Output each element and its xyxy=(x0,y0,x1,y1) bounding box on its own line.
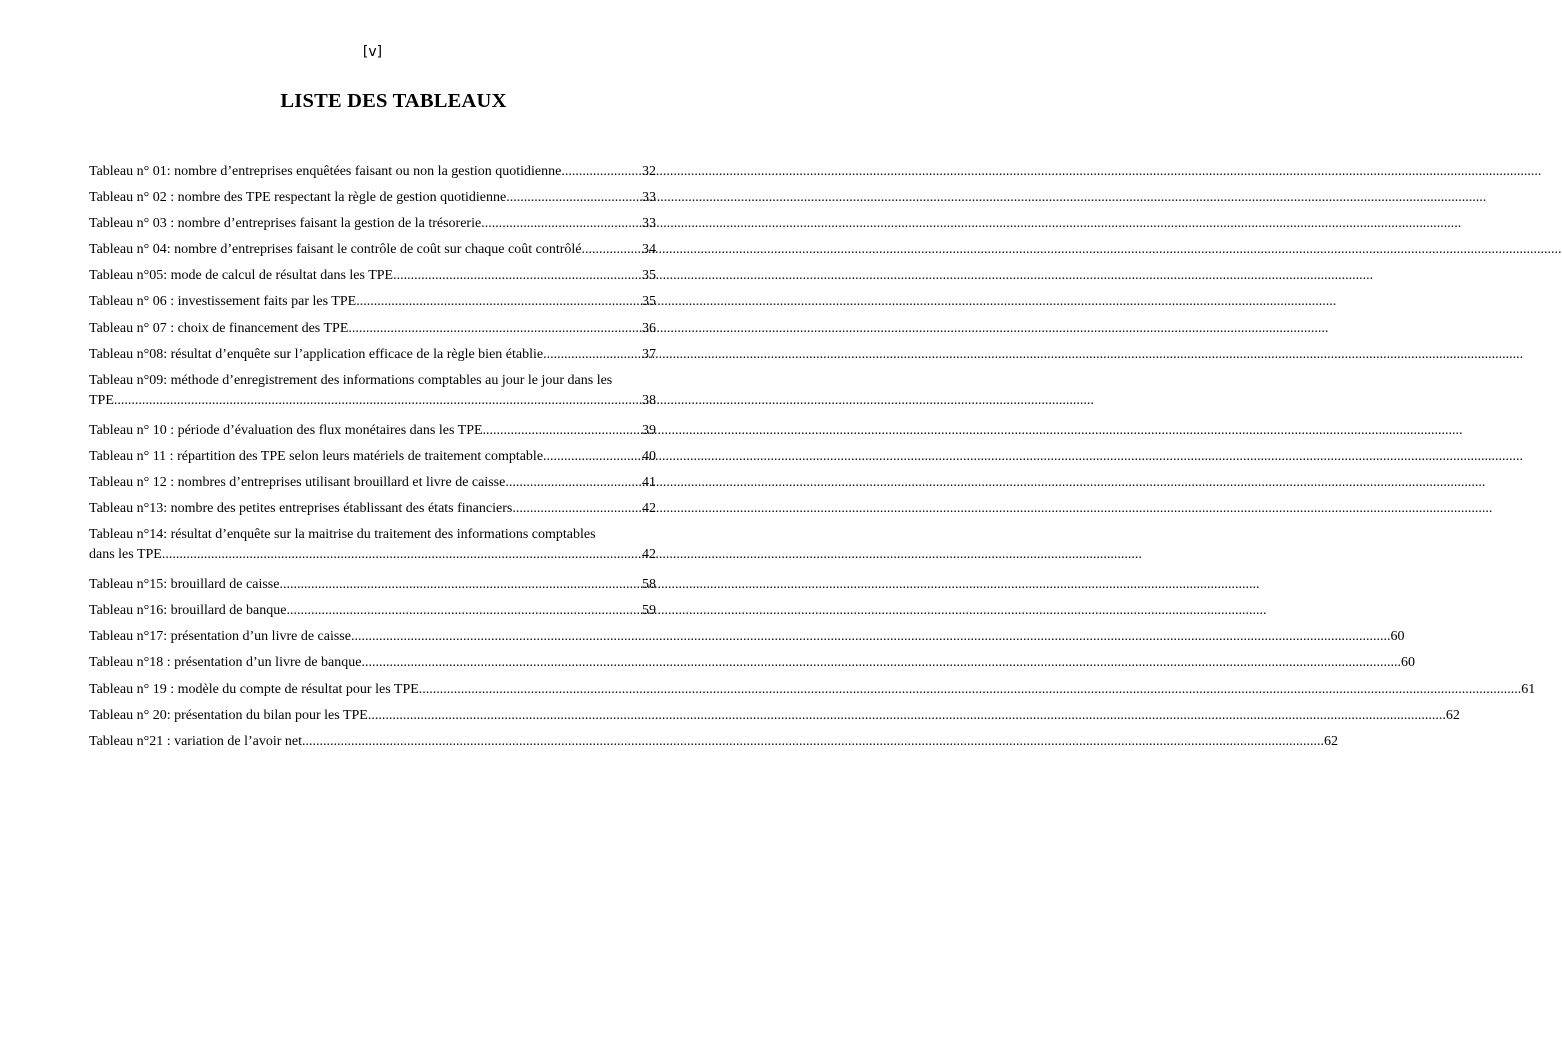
toc-entry-page: 58 xyxy=(642,577,656,593)
toc-entry[interactable] xyxy=(89,421,656,447)
toc-entry-page: 38 xyxy=(642,392,656,408)
toc-leader-dots xyxy=(481,214,642,234)
toc-entry-page: 39 xyxy=(642,422,656,438)
toc-entry-label: Tableau n° 02 : nombre des TPE respectant la règle de gestion quotidienne xyxy=(89,190,507,206)
toc-entry-label-line1: Tableau n°09: méthode d’enregistrement des informations comptables au jour le jour dans les xyxy=(89,372,613,388)
toc-entry[interactable] xyxy=(89,601,656,627)
toc-leader-dots xyxy=(162,545,642,565)
table-of-contents xyxy=(89,162,1536,758)
toc-entry-label: Tableau n°17: présentation d’un livre de caisse xyxy=(89,629,351,645)
toc-entry[interactable] xyxy=(89,653,1415,679)
page-title: LISTE DES TABLEAUX xyxy=(280,90,507,112)
toc-entry-label: Tableau n° 03 : nombre d’entreprises faisant la gestion de la trésorerie xyxy=(89,216,482,232)
toc-entry[interactable] xyxy=(89,499,656,525)
toc-leader-dots xyxy=(512,499,642,519)
toc-leader-dots xyxy=(506,188,642,208)
toc-leader-dots xyxy=(348,319,642,339)
toc-entry[interactable] xyxy=(89,319,656,345)
toc-leader-dots xyxy=(582,240,643,260)
toc-entry[interactable] xyxy=(89,680,1536,706)
toc-entry[interactable] xyxy=(89,162,656,188)
toc-entry[interactable] xyxy=(89,706,1460,732)
toc-entry-label: Tableau n° 19 : modèle du compte de résultat pour les TPE xyxy=(89,681,419,697)
toc-entry[interactable] xyxy=(89,266,656,292)
toc-entry-page: 59 xyxy=(642,603,656,619)
toc-entry-page: 35 xyxy=(642,268,656,284)
toc-entry[interactable] xyxy=(89,447,656,473)
toc-entry-page: 41 xyxy=(642,474,656,490)
toc-entry-page: 33 xyxy=(642,190,656,206)
toc-entry-label: TPE xyxy=(89,392,114,408)
toc-entry-label-line1: Tableau n°14: résultat d’enquête sur la maitrise du traitement des informations comptables xyxy=(89,527,596,543)
toc-entry-page: 32 xyxy=(642,164,656,179)
toc-entry-label: Tableau n°18 : présentation d’un livre de banque xyxy=(89,655,362,671)
toc-entry-label: Tableau n° 10 : période d’évaluation des flux monétaires dans les TPE xyxy=(89,422,483,438)
toc-entry-page: 40 xyxy=(642,448,656,464)
toc-entry[interactable] xyxy=(89,627,1405,653)
toc-entry-page: 42 xyxy=(642,501,656,517)
toc-leader-dots: ..... ................. xyxy=(351,627,1391,647)
toc-entry-label: Tableau n° 04: nombre d’entreprises faisant le contrôle de coût sur chaque coût contrôlé xyxy=(89,242,582,258)
toc-leader-dots: ..... ................. xyxy=(361,653,1401,673)
toc-entry-page: 61 xyxy=(1521,681,1536,697)
toc-entry[interactable] xyxy=(89,575,656,601)
toc-entry-label: Tableau n° 06 : investissement faits par les TPE xyxy=(89,294,357,310)
toc-entry[interactable] xyxy=(89,732,1338,758)
toc-leader-dots xyxy=(279,575,642,595)
toc-entry-label: Tableau n° 11 : répartition des TPE selon leurs matériels de traitement comptable xyxy=(89,448,544,464)
toc-leader-dots: ..... ............................ xyxy=(368,706,1446,726)
toc-entry-page: 62 xyxy=(1324,733,1338,749)
toc-entry-page: 62 xyxy=(1445,707,1460,723)
toc-entry-page: 33 xyxy=(642,216,656,232)
toc-leader-dots xyxy=(505,473,642,493)
toc-entry[interactable] xyxy=(89,371,656,421)
toc-leader-dots xyxy=(561,162,642,182)
toc-entry-label: Tableau n° 20: présentation du bilan pour les TPE xyxy=(89,707,368,723)
toc-entry-page: 34 xyxy=(642,242,656,258)
toc-entry-page: 35 xyxy=(642,294,656,310)
toc-entry-page: 42 xyxy=(642,547,656,563)
toc-entry-page: 60 xyxy=(1400,655,1415,671)
toc-entry-label: Tableau n°15: brouillard de caisse xyxy=(89,577,280,593)
toc-entry-label: Tableau n° 07 : choix de financement des TPE xyxy=(89,320,349,336)
toc-leader-dots: ..... ................................... xyxy=(419,680,1522,700)
toc-leader-dots xyxy=(356,292,642,312)
toc-entry-label: dans les TPE xyxy=(89,547,162,563)
toc-entry[interactable] xyxy=(89,292,656,318)
toc-leader-dots xyxy=(483,421,642,441)
toc-leader-dots: ..... ............ xyxy=(302,732,1324,752)
toc-entry-page: 60 xyxy=(1390,629,1405,645)
toc-entry-label: Tableau n°08: résultat d’enquête sur l’application efficace de la règle bien établie xyxy=(89,346,544,362)
toc-entry-label: Tableau n° 01: nombre d’entreprises enquêtées faisant ou non la gestion quotidienne xyxy=(89,164,562,179)
toc-entry-label: Tableau n°21 : variation de l’avoir net xyxy=(89,733,302,749)
toc-leader-dots xyxy=(393,266,642,286)
page-number: [v] xyxy=(362,44,383,60)
toc-entry-label: Tableau n°05: mode de calcul de résultat dans les TPE xyxy=(89,268,394,284)
toc-entry[interactable] xyxy=(89,473,656,499)
toc-entry-label: Tableau n°13: nombre des petites entreprises établissant des états financiers xyxy=(89,501,513,517)
toc-entry[interactable] xyxy=(89,188,656,214)
toc-leader-dots xyxy=(543,447,642,467)
toc-leader-dots xyxy=(286,601,642,621)
toc-entry[interactable] xyxy=(89,525,656,575)
toc-entry[interactable] xyxy=(89,240,656,266)
toc-entry-label: Tableau n°16: brouillard de banque xyxy=(89,603,287,619)
toc-leader-dots xyxy=(543,345,642,365)
toc-entry-page: 36 xyxy=(642,320,656,336)
toc-leader-dots xyxy=(114,391,642,411)
toc-entry-label: Tableau n° 12 : nombres d’entreprises utilisant brouillard et livre de caisse xyxy=(89,474,506,490)
toc-entry[interactable] xyxy=(89,345,656,371)
toc-entry-page: 37 xyxy=(642,346,656,362)
toc-entry[interactable] xyxy=(89,214,656,240)
